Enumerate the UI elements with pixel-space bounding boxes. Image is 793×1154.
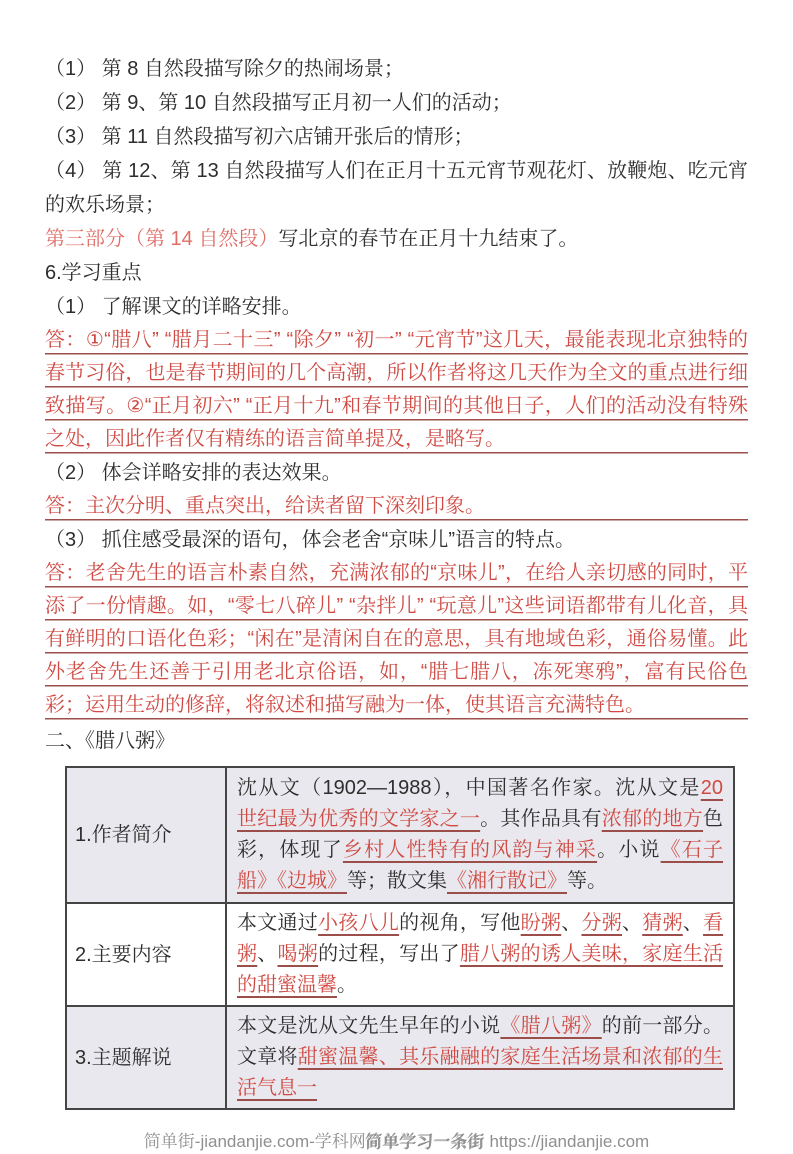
question-2: （2） 体会详略安排的表达效果。	[45, 462, 342, 484]
footer-watermark	[45, 1130, 748, 1154]
section2-heading: 二、《腊八粥》	[45, 730, 175, 752]
text-segment: 。	[337, 974, 357, 996]
highlighted-text: 腊八粥的诱人美味，家庭生活的甜蜜温馨	[237, 943, 724, 996]
text-segment: 、	[561, 912, 582, 934]
text-segment: 沈从文（1902—1988），中国著名作家。沈从文是	[237, 777, 701, 799]
part3-text: 写北京的春节在正月十九结束了。	[278, 228, 579, 250]
text-segment: 、	[682, 912, 704, 934]
question-1: （1） 了解课文的详略安排。	[45, 296, 302, 318]
text-segment: 本文通过	[237, 912, 319, 934]
text-segment: 、	[257, 943, 278, 965]
row-content-theme	[226, 1006, 734, 1109]
table-body	[66, 767, 734, 1109]
laba-porridge-table	[65, 766, 735, 1110]
text-segment: 的过程，写出了	[318, 943, 460, 965]
highlighted-text: 20 世纪最为优秀的文学家之一	[237, 777, 723, 830]
row-label-theme: 3.主题解说	[66, 1006, 226, 1109]
table-row-main-content	[66, 903, 734, 1006]
highlighted-text: 《湘行散记》	[447, 870, 567, 892]
part3-line	[45, 222, 748, 256]
table-row-author-intro	[66, 767, 734, 903]
text-segment: 等；散文集	[347, 870, 447, 892]
row-content-author-intro	[226, 767, 734, 903]
text-segment: 本文是沈从文先生早年的小说	[237, 1015, 501, 1037]
text-segment: 简单学习一条街	[365, 1132, 485, 1151]
row-label-main-content: 2.主要内容	[66, 903, 226, 1006]
highlighted-text: 浓郁的地方	[601, 808, 704, 830]
highlighted-text: 甜蜜温馨、其乐融融的家庭生活场景和浓郁的生活气息一	[237, 1046, 724, 1099]
highlighted-text: 盼粥	[520, 912, 562, 934]
row-content-main-content	[226, 903, 734, 1006]
list-item-paragraph-9-10: （2） 第 9、第 10 自然段描写正月初一人们的活动；	[45, 92, 512, 114]
row-label-author-intro: 1.作者简介	[66, 767, 226, 903]
text-segment: https://jiandanjie.com	[484, 1132, 650, 1151]
highlighted-text: 《石子船》《边城》	[237, 839, 724, 892]
answer-2: 答：主次分明、重点突出，给读者留下深刻印象。	[45, 490, 748, 523]
text-segment: 的前一部分。文章将	[237, 1015, 724, 1068]
text-segment: 。小说	[597, 839, 661, 861]
text-segment: 。其作品具有	[480, 808, 602, 830]
text-segment: 的视角，写他	[399, 912, 521, 934]
highlighted-text: 喝粥	[277, 943, 319, 965]
text-segment: 、	[622, 912, 643, 934]
answer-1: 答：①“腊八” “腊月二十三” “除夕” “初一” “元宵节”这几天，最能表现北京独特的春节习俗，也是春节期间的几个高潮，所以作者将这几天作为全文的重点进行细致描写。②“正月初六” “正月十九”和春节期间的其他日子，人们的活动没有特殊之处，因此作者仅有精练的语言简单提及，是略写。	[45, 324, 748, 456]
table-row-theme	[66, 1006, 734, 1109]
highlighted-text: 猜粥	[642, 912, 683, 934]
highlighted-text: 乡村人性特有的风韵与神采	[342, 839, 598, 861]
text-segment: 等。	[567, 870, 607, 892]
study-points-heading: 6.学习重点	[45, 262, 142, 284]
text-segment: 简单街-jiandanjie.com-学科网	[143, 1132, 366, 1151]
list-item-paragraph-8: （1） 第 8 自然段描写除夕的热闹场景；	[45, 58, 404, 80]
highlighted-text: 看粥	[237, 912, 724, 965]
question-3: （3） 抓住感受最深的语句，体会老舍“京味儿”语言的特点。	[45, 529, 575, 551]
highlighted-text: 小孩八儿	[318, 912, 400, 934]
highlighted-text: 《腊八粥》	[500, 1015, 602, 1037]
text-segment: 色彩，体现了	[237, 808, 724, 861]
part3-heading: 第三部分（第 14 自然段）	[45, 228, 279, 250]
list-item-paragraph-12-13: （4） 第 12、第 13 自然段描写人们在正月十五元宵节观花灯、放鞭炮、吃元宵的欢乐场景；	[45, 160, 748, 216]
list-item-paragraph-11: （3） 第 11 自然段描写初六店铺开张后的情形；	[45, 126, 474, 148]
answer-3: 答：老舍先生的语言朴素自然，充满浓郁的“京味儿”，在给人亲切感的同时，平添了一份情趣。如，“零七八碎儿” “杂拌儿” “玩意儿”这些词语都带有儿化音，具有鲜明的口语化色彩；“闲在”是清闲自在的意思，具有地域色彩，通俗易懂。此外老舍先生还善于引用老北京俗语，如，“腊七腊八，冻死寒鸦”，富有民俗色彩；运用生动的修辞，将叙述和描写融为一体，使其语言充满特色。	[45, 557, 748, 722]
highlighted-text: 分粥	[581, 912, 622, 934]
